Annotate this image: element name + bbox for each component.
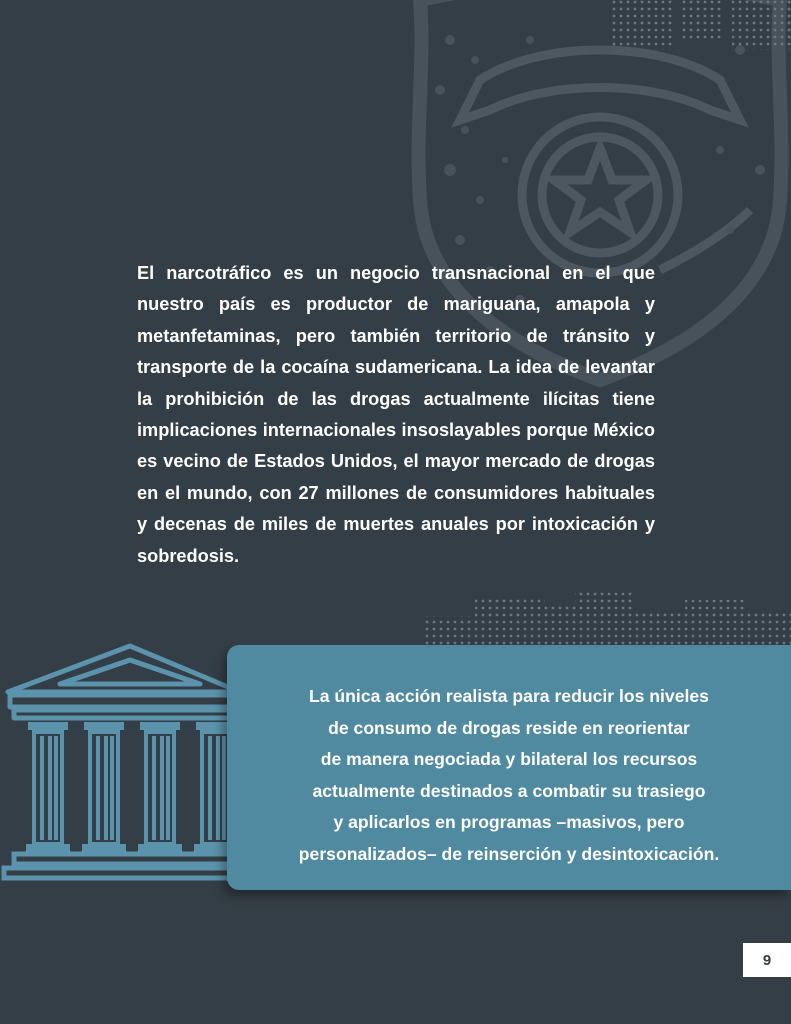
callout-line: La única acción realista para reducir los niveles bbox=[309, 686, 709, 706]
callout-line: y aplicarlos en programas –masivos, pero bbox=[333, 812, 685, 833]
callout-line: actualmente destinados a combatir su trasiego bbox=[312, 780, 706, 801]
callout-line: personalizados– de reinserción y desintoxicación. bbox=[298, 843, 720, 864]
body-paragraph: El narcotráfico es un negocio transnacional en el que nuestro país es productor de mariguana, amapola y metanfetaminas, pero también territorio de tránsito y transporte de la cocaína sudamericana. La idea de levantar la prohibición de las drogas actualmente ilícitas tiene implicaciones internacionales insoslayables porque México es vecino de Estados Unidos, el mayor mercado de drogas en el mundo, con 27 millones de consumidores habituales y decenas de miles de muertes anuales por intoxicación y sobredosis. bbox=[137, 263, 655, 566]
dot-pattern bbox=[612, 0, 791, 50]
callout-line: de manera negociada y bilateral los recursos bbox=[320, 749, 698, 770]
quote-callout bbox=[227, 645, 791, 890]
callout-line: de consumo de drogas reside en reorientar bbox=[328, 717, 690, 738]
dot-pattern bbox=[425, 592, 791, 650]
temple-icon bbox=[0, 640, 250, 890]
callout-text bbox=[241, 681, 777, 871]
page-number: 9 bbox=[743, 943, 791, 977]
